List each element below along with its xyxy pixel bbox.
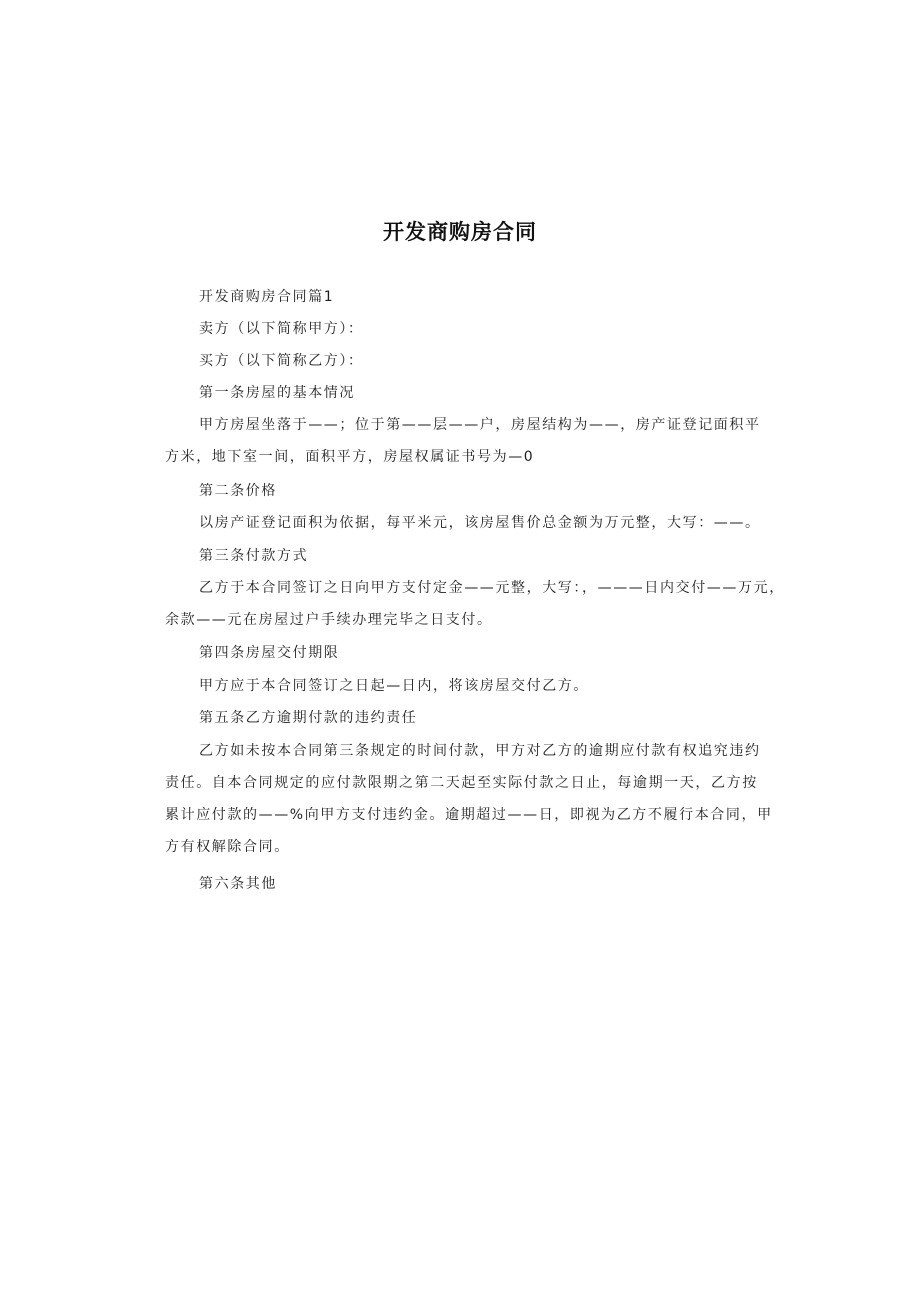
paragraph-line: 方有权解除合同。: [165, 839, 290, 855]
paragraph-line: 方米，地下室一间，面积平方，房屋权属证书号为—0: [165, 449, 535, 465]
paragraph-line: 甲方房屋坐落于——；位于第——层——户，房屋结构为——，房产证登记面积平: [199, 417, 761, 433]
paragraph-line: 以房产证登记面积为依据，每平米元，该房屋售价总金额为万元整，大写：——。: [199, 515, 761, 531]
article-heading: 第二条价格: [199, 483, 277, 499]
paragraph-line: 乙方于本合同签订之日向甲方支付定金——元整，大写：，———日内交付——万元，: [199, 580, 785, 596]
paragraph-line: 甲方应于本合同签订之日起—日内，将该房屋交付乙方。: [199, 678, 589, 694]
paragraph-line: 责任。自本合同规定的应付款限期之第二天起至实际付款之日止，每逾期一天，乙方按: [165, 775, 758, 791]
document-title: 开发商购房合同: [383, 220, 537, 244]
section-heading: 开发商购房合同篇1: [199, 289, 335, 305]
paragraph-line: 累计应付款的——%向甲方支付违约金。逾期超过——日，即视为乙方不履行本合同，甲: [165, 807, 773, 823]
seller-line: 卖方（以下简称甲方）：: [199, 321, 364, 337]
paragraph-line: 乙方如未按本合同第三条规定的时间付款，甲方对乙方的逾期应付款有权追究违约: [199, 743, 761, 759]
article-heading: 第一条房屋的基本情况: [199, 385, 355, 401]
article-heading: 第三条付款方式: [199, 548, 309, 564]
article-heading: 第六条其他: [199, 876, 277, 892]
buyer-line: 买方（以下简称乙方）：: [199, 353, 364, 369]
paragraph-line: 余款——元在房屋过户手续办理完毕之日支付。: [165, 612, 493, 628]
article-heading: 第五条乙方逾期付款的违约责任: [199, 710, 418, 726]
article-heading: 第四条房屋交付期限: [199, 645, 340, 661]
